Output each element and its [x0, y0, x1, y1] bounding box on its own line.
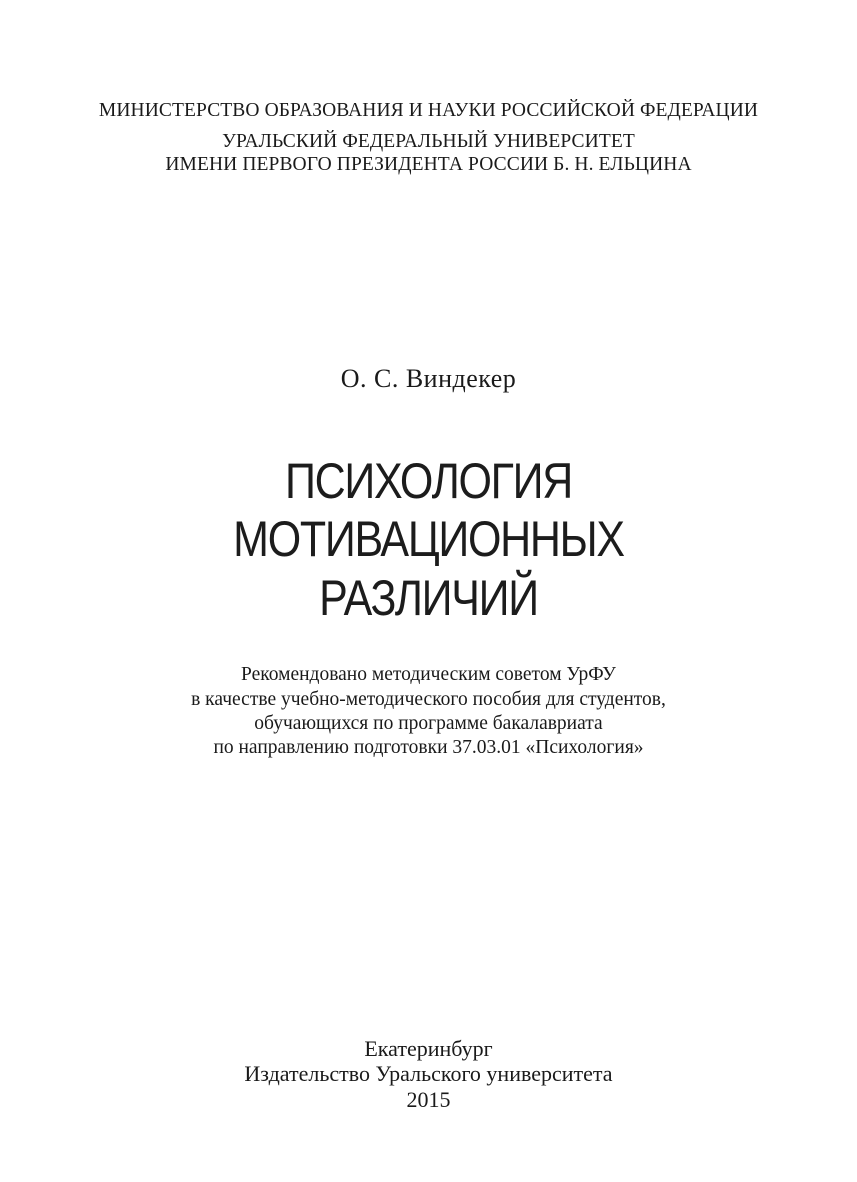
recommendation-line-3: обучающихся по программе бакалавриата	[254, 713, 603, 734]
book-title-line-3: РАЗЛИЧИЙ	[319, 570, 538, 626]
book-title-line-2: МОТИВАЦИОННЫХ	[233, 511, 624, 567]
publication-city: Екатеринбург	[364, 1036, 493, 1061]
publisher-name: Издательство Уральского университета	[244, 1061, 613, 1086]
recommendation-line-1: Рекомендовано методическим советом УрФУ	[241, 664, 616, 685]
recommendation-line-2: в качестве учебно-методического пособия для студентов,	[191, 689, 666, 710]
publication-year: 2015	[406, 1087, 451, 1112]
ministry-line: МИНИСТЕРСТВО ОБРАЗОВАНИЯ И НАУКИ РОССИЙСКОЙ ФЕДЕРАЦИИ	[98, 100, 759, 121]
university-name-line: ИМЕНИ ПЕРВОГО ПРЕЗИДЕНТА РОССИИ Б. Н. ЕЛЬЦИНА	[165, 154, 692, 175]
recommendation-line-4: по направлению подготовки 37.03.01 «Психология»	[213, 737, 644, 758]
author-name: О. С. Виндекер	[340, 364, 517, 393]
university-line: УРАЛЬСКИЙ ФЕДЕРАЛЬНЫЙ УНИВЕРСИТЕТ	[222, 131, 635, 152]
book-title-line-1: ПСИХОЛОГИЯ	[284, 453, 573, 509]
